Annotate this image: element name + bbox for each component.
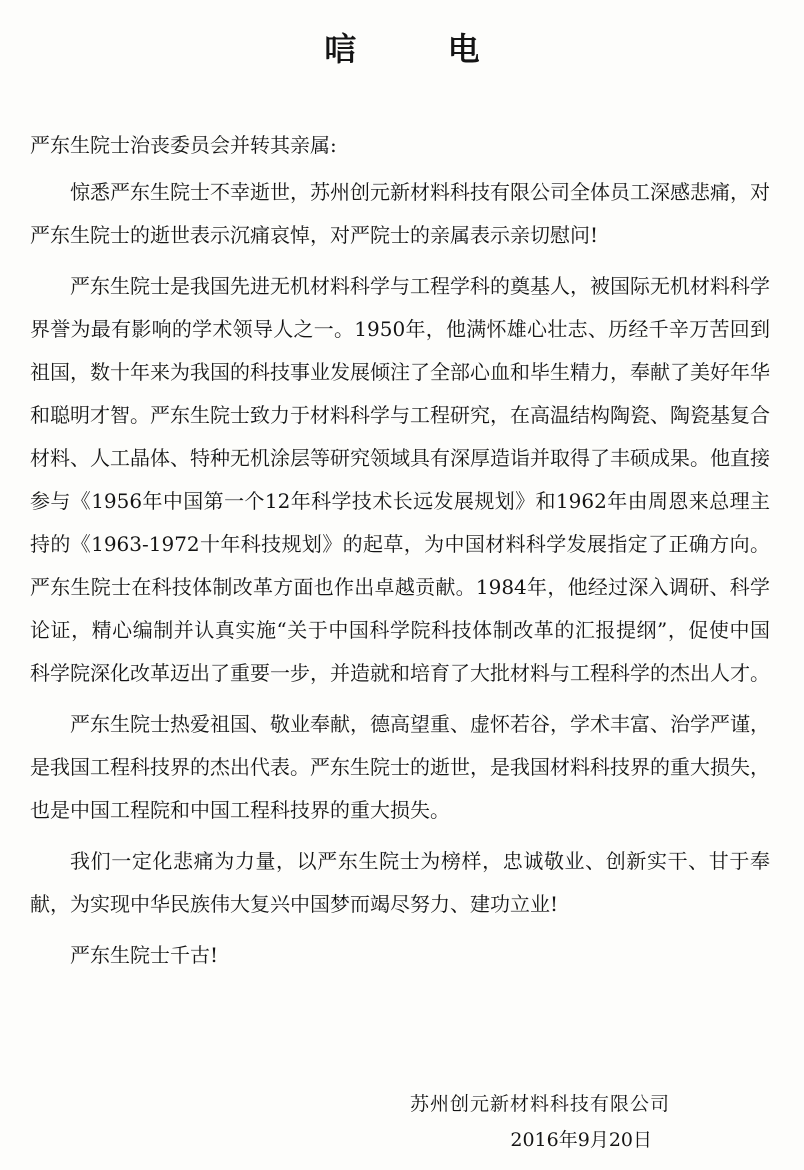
signature-organization: 苏州创元新材料科技有限公司 xyxy=(409,1093,670,1115)
closing-line: 严东生院士千古! xyxy=(70,943,219,967)
paragraph-tribute: 严东生院士热爱祖国、敬业奉献，德高望重、虚怀若谷，学术丰富、治学严谨，是我国工程科技界的杰出代表。严东生院士的逝世，是我国材料科技界的重大损失，也是中国工程院和中国工程科技界的重大损失。 xyxy=(30,712,770,822)
signature-block xyxy=(370,1086,670,1158)
paragraph-biography: 严东生院士是我国先进无机材料科学与工程学科的奠基人，被国际无机材料科学界誉为最有影响的学术领导人之一。1950年，他满怀雄心壮志、历经千辛万苦回到祖国，数十年来为我国的科技事业发展倾注了全部心血和毕生精力，奉献了美好年华和聪明才智。严东生院士致力于材料科学与工程研究，在高温结构陶瓷、陶瓷基复合材料、人工晶体、特种无机涂层等研究领域具有深厚造诣并取得了丰硕成果。他直接参与《1956年中国第一个12年科学技术长远发展规划》和1962年由周恩来总理主持的《1963-1972十年科技规划》的起草，为中国材料科学发展指定了正确方向。严东生院士在科技体制改革方面也作出卓越贡献。1984年，他经过深入调研、科学论证，精心编制并认真实施“关于中国科学院科技体制改革的汇报提纲”，促使中国科学院深化改革迈出了重要一步，并造就和培育了大批材料与工程科学的杰出人才。 xyxy=(30,274,770,685)
document-title: 唁 电 xyxy=(324,30,520,68)
signature-date: 2016年9月20日 xyxy=(510,1129,652,1151)
salutation: 严东生院士治丧委员会并转其亲属: xyxy=(30,133,337,157)
paragraph-condolence: 惊悉严东生院士不幸逝世，苏州创元新材料科技有限公司全体员工深感悲痛，对严东生院士的逝世表示沉痛哀悼，对严院士的亲属表示亲切慰问! xyxy=(30,180,770,247)
letter-body xyxy=(30,124,770,977)
paragraph-pledge: 我们一定化悲痛为力量，以严东生院士为榜样，忠诚敬业、创新实干、甘于奉献，为实现中华民族伟大复兴中国梦而竭尽努力、建功立业! xyxy=(30,849,770,916)
